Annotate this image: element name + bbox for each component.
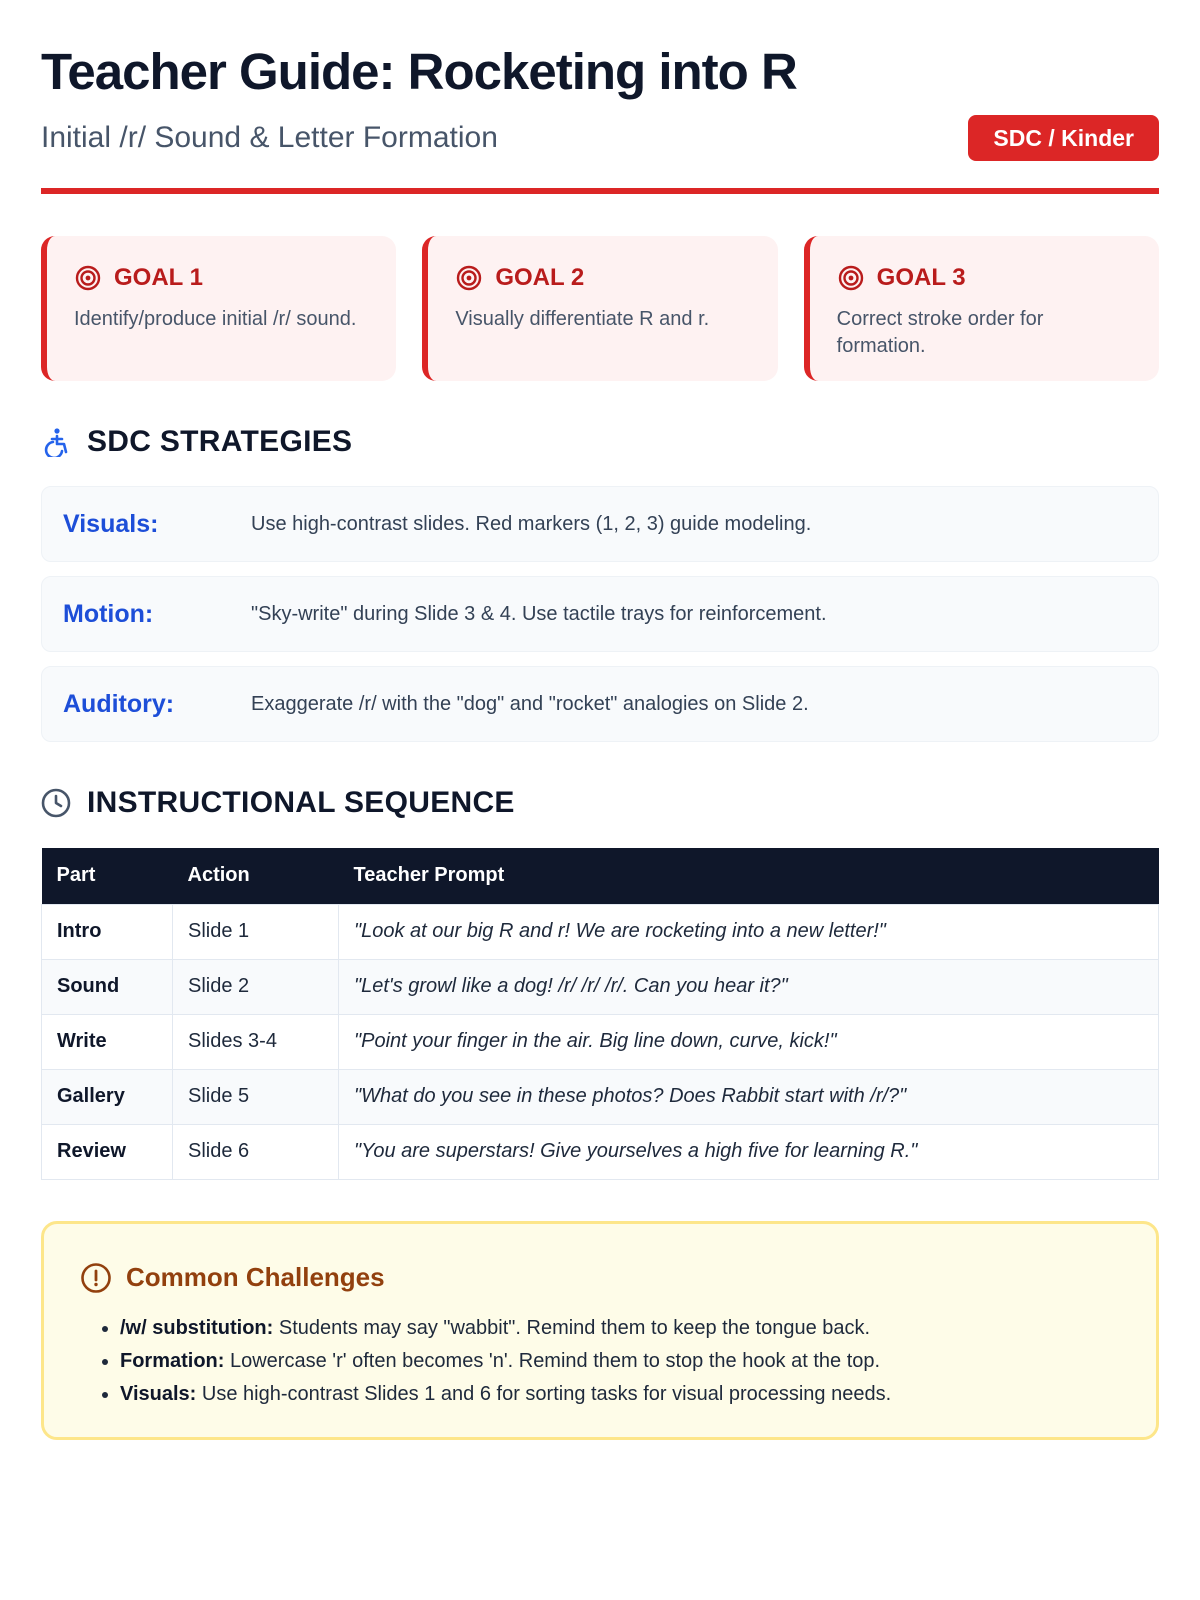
strategy-text: Exaggerate /r/ with the "dog" and "rocket" analogies on Slide 2. [251,692,809,715]
target-icon [74,264,102,292]
list-item [120,1312,1120,1345]
strategy-auditory [41,666,1159,742]
cell-action: Slide 6 [173,1124,339,1179]
goals-row [41,236,1159,381]
challenge-term: /w/ substitution: [120,1316,274,1339]
sequence-heading [41,786,1159,820]
table-header-row [42,848,1159,904]
list-item [120,1378,1120,1411]
strategies-list [41,486,1159,742]
table-row [42,959,1159,1014]
cell-action: Slide 5 [173,1069,339,1124]
challenges-heading [80,1262,1120,1294]
goal-title: GOAL 3 [876,264,966,291]
strategy-label: Visuals: [63,509,159,538]
table-row [42,1069,1159,1124]
table-row [42,1124,1159,1179]
strategy-visuals [41,486,1159,562]
cell-part: Review [42,1124,173,1179]
subtitle-row [41,115,1159,161]
alert-circle-icon [80,1262,112,1294]
target-icon [837,264,865,292]
goal-text: Identify/produce initial /r/ sound. [74,308,357,330]
challenge-text: Lowercase 'r' often becomes 'n'. Remind them to stop the hook at the top. [224,1349,881,1372]
challenge-term: Formation: [120,1349,225,1372]
page-title: Teacher Guide: Rocketing into R [41,43,797,100]
cell-prompt: "What do you see in these photos? Does Rabbit start with /r/?" [339,1069,1159,1124]
cell-prompt: "Let's growl like a dog! /r/ /r/ /r/. Can you hear it?" [339,959,1159,1014]
challenge-text: Use high-contrast Slides 1 and 6 for sorting tasks for visual processing needs. [196,1382,892,1405]
table-row [42,1014,1159,1069]
target-icon [455,264,483,292]
strategy-label: Motion: [63,599,154,628]
goal-title: GOAL 2 [495,264,585,291]
challenges-box [41,1221,1159,1440]
goal-title: GOAL 1 [114,264,203,291]
cell-part: Intro [42,904,173,959]
page-subtitle: Initial /r/ Sound & Letter Formation [41,121,498,154]
cell-prompt: "Point your finger in the air. Big line down, curve, kick!" [339,1014,1159,1069]
cell-part: Write [42,1014,173,1069]
class-badge: SDC / Kinder [968,115,1159,161]
strategy-label: Auditory: [63,689,175,718]
list-item [120,1345,1120,1378]
table-row [42,904,1159,959]
section-title: INSTRUCTIONAL SEQUENCE [87,786,515,819]
goal-text: Correct stroke order for formation. [836,308,1044,357]
goal-text: Visually differentiate R and r. [455,308,710,330]
cell-prompt: "Look at our big R and r! We are rocketing into a new letter!" [339,904,1159,959]
challenges-title: Common Challenges [126,1262,385,1292]
cell-action: Slide 1 [173,904,339,959]
strategies-heading [41,425,1159,459]
cell-action: Slides 3-4 [173,1014,339,1069]
strategy-text: "Sky-write" during Slide 3 & 4. Use tactile trays for reinforcement. [251,602,827,625]
column-header: Teacher Prompt [339,848,1159,904]
clock-icon [41,788,71,818]
sequence-table [41,848,1159,1180]
column-header: Part [42,848,173,904]
challenge-text: Students may say "wabbit". Remind them to keep the tongue back. [273,1316,871,1339]
accessibility-icon [41,427,71,457]
cell-prompt: "You are superstars! Give yourselves a high five for learning R." [339,1124,1159,1179]
goal-card-1 [41,236,396,381]
cell-part: Gallery [42,1069,173,1124]
challenges-list [80,1312,1120,1411]
goal-card-3 [804,236,1159,381]
strategy-text: Use high-contrast slides. Red markers (1, 2, 3) guide modeling. [251,512,812,535]
column-header: Action [173,848,339,904]
cell-action: Slide 2 [173,959,339,1014]
challenge-term: Visuals: [120,1382,197,1405]
header-divider [41,188,1159,194]
section-title: SDC STRATEGIES [87,425,353,458]
cell-part: Sound [42,959,173,1014]
goal-card-2 [422,236,777,381]
strategy-motion [41,576,1159,652]
